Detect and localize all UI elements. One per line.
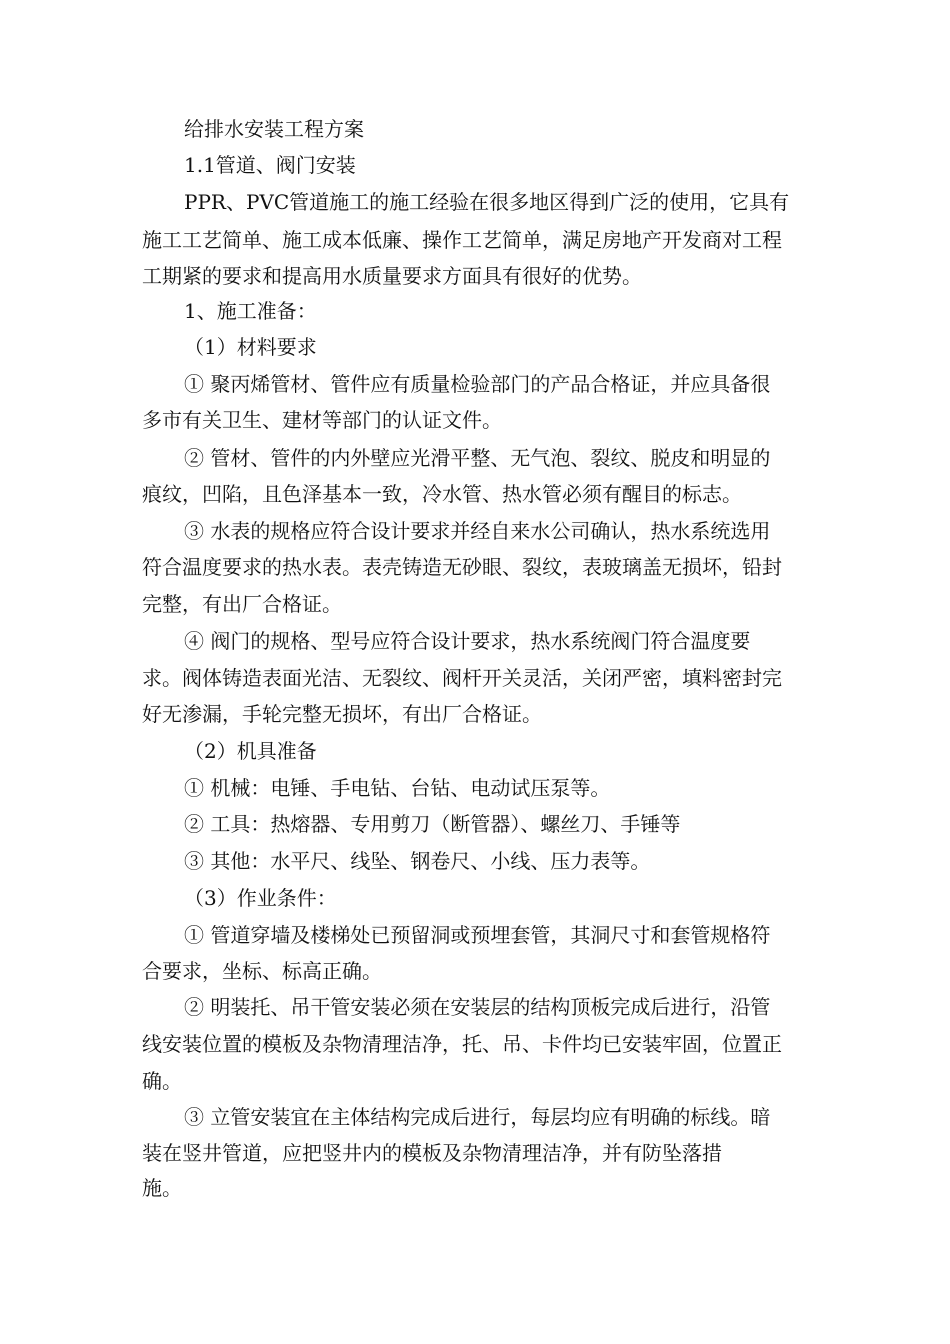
material-item-line: 完整，有出厂合格证。	[142, 592, 342, 616]
condition-item-line: ① 管道穿墙及楼梯处已预留洞或预埋套管，其洞尺寸和套管规格符	[184, 923, 771, 947]
condition-heading: （3）作业条件：	[184, 886, 337, 910]
intro-line: 工期紧的要求和提高用水质量要求方面具有很好的优势。	[142, 264, 642, 288]
material-item-line: 好无渗漏，手轮完整无损坏，有出厂合格证。	[142, 702, 542, 726]
condition-item-line: 线安装位置的模板及杂物清理洁净，托、吊、卡件均已安装牢固，位置正	[142, 1032, 782, 1056]
material-item-line: 求。阀体铸造表面光洁、无裂纹、阀杆开关灵活，关闭严密，填料密封完	[142, 666, 782, 690]
material-heading: （1）材料要求	[184, 335, 317, 359]
condition-item-line: 确。	[142, 1069, 182, 1093]
material-item-line: ④ 阀门的规格、型号应符合设计要求，热水系统阀门符合温度要	[184, 629, 751, 653]
condition-item-line: ② 明装托、吊干管安装必须在安装层的结构顶板完成后进行，沿管	[184, 995, 771, 1019]
tool-item: ② 工具：热熔器、专用剪刀（断管器）、螺丝刀、手锤等	[184, 812, 681, 836]
material-item-line: ② 管材、管件的内外壁应光滑平整、无气泡、裂纹、脱皮和明显的	[184, 446, 771, 470]
section-heading: 1.1管道、阀门安装	[184, 153, 356, 177]
material-item-line: 符合温度要求的热水表。表壳铸造无砂眼、裂纹，表玻璃盖无损坏，铅封	[142, 555, 782, 579]
prep-heading: 1、施工准备：	[184, 299, 317, 323]
document-title: 给排水安装工程方案	[184, 117, 364, 141]
tool-heading: （2）机具准备	[184, 739, 317, 763]
material-item-line: ③ 水表的规格应符合设计要求并经自来水公司确认，热水系统选用	[184, 519, 771, 543]
intro-line: PPR、PVC管道施工的施工经验在很多地区得到广泛的使用，它具有	[184, 190, 790, 214]
condition-item-line: 施。	[142, 1176, 182, 1200]
material-item-line: 痕纹，凹陷，且色泽基本一致，冷水管、热水管必须有醒目的标志。	[142, 482, 742, 506]
tool-item: ① 机械：电锤、手电钻、台钻、电动试压泵等。	[184, 776, 611, 800]
tool-item: ③ 其他：水平尺、线坠、钢卷尺、小线、压力表等。	[184, 849, 651, 873]
intro-line: 施工工艺简单、施工成本低廉、操作工艺简单，满足房地产开发商对工程	[142, 228, 782, 252]
condition-item-line: 装在竖井管道，应把竖井内的模板及杂物清理洁净，并有防坠落措	[142, 1141, 722, 1165]
condition-item-line: ③ 立管安装宜在主体结构完成后进行，每层均应有明确的标线。暗	[184, 1105, 771, 1129]
material-item-line: ① 聚丙烯管材、管件应有质量检验部门的产品合格证，并应具备很	[184, 372, 771, 396]
material-item-line: 多市有关卫生、建材等部门的认证文件。	[142, 408, 502, 432]
condition-item-line: 合要求，坐标、标高正确。	[142, 959, 382, 983]
